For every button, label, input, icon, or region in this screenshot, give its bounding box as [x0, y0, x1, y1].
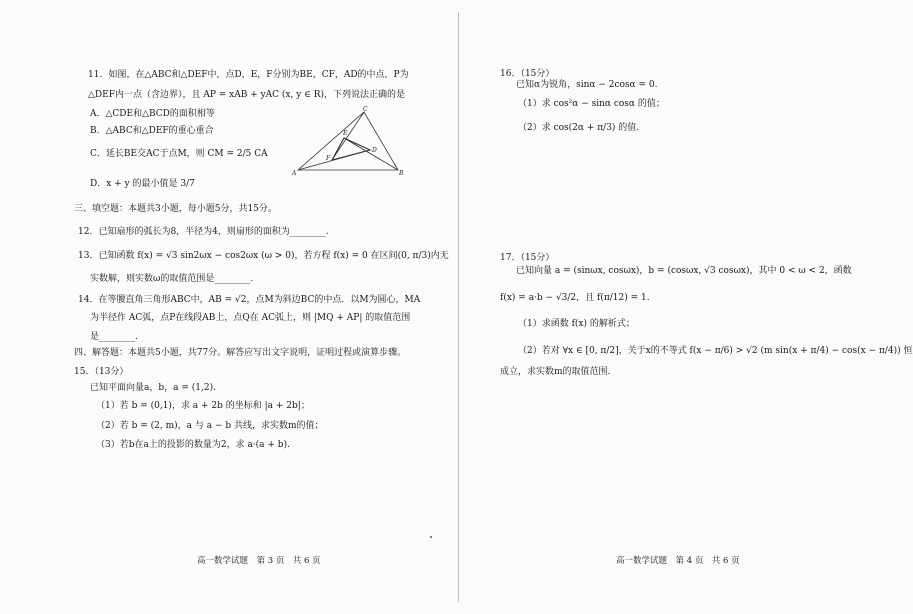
q17-part2-cont: 成立，求实数m的取值范围.	[500, 367, 611, 377]
q16-intro: 已知α为锐角，sinα − 2cosα = 0.	[516, 80, 658, 90]
q15-heading: 15．（13分）	[74, 367, 129, 377]
q11-option-b: B．△ABC和△DEF的重心重合	[90, 126, 214, 136]
point-label-f: F	[326, 155, 331, 162]
q15-part2: （2）若 b = (2, m)，a 与 a − b 共线，求实数m的值；	[96, 421, 324, 431]
page4-footer: 高一数学试题 第 4 页 共 6 页	[616, 556, 740, 566]
q17-part1: （1）求函数 f(x) 的解析式；	[518, 319, 635, 329]
q17-part2: （2）若对 ∀x ∈ [0, π/2]，关于x的不等式 f(x − π/6) > √2 (m sin(x + π/4) − cos(x − π/4)) 恒	[518, 346, 913, 356]
q17-line1: 已知向量 a = (sinωx, cosωx)，b = (cosωx, √3 cosωx)，其中 0 < ω < 2，函数	[516, 266, 852, 276]
exam-page-3	[0, 0, 455, 614]
exam-page-4	[462, 0, 913, 614]
point-label-e: E	[343, 130, 348, 137]
q11-line2: △DEF内一点（含边界），且 AP = xAB + yAC (x, y ∈ R)，下列说法正确的是	[88, 90, 405, 100]
section4-heading: 四、解答题：本题共5小题，共77分。解答应写出文字说明，证明过程或演算步骤。	[74, 348, 407, 358]
vertex-label-b: B	[399, 170, 404, 177]
q12: 12．已知扇形的弧长为8，半径为4，则扇形的面积为________.	[78, 227, 329, 237]
vertex-label-a: A	[292, 170, 297, 177]
q15-intro: 已知平面向量a，b，a = (1,2).	[90, 383, 216, 393]
triangle-figure	[292, 106, 404, 178]
q11-option-c: C．延长BE交AC于点M，则 CM = 2/5 CA	[90, 149, 268, 159]
q17-line2: f(x) = a·b − √3/2，且 f(π/12) = 1.	[500, 293, 650, 303]
q15-part3: （3）若b在a上的投影的数量为2，求 a·(a + b).	[96, 440, 290, 450]
point-label-d: D	[372, 147, 377, 154]
q13-line2: 实数解，则实数ω的取值范围是________.	[90, 274, 254, 284]
q11-option-d: D．x + y 的最小值是 3/7	[90, 179, 195, 189]
q11-line1: 11．如图，在△ABC和△DEF中，点D，E，F分别为BE，CF，AD的中点，P为	[88, 70, 409, 80]
q13-line1: 13．已知函数 f(x) = √3 sin2ωx − cos2ωx (ω > 0)，若方程 f(x) = 0 在区间(0, π/3)内无	[78, 251, 449, 261]
page-fold-divider	[458, 12, 459, 602]
section3-heading: 三、填空题：本题共3小题，每小题5分，共15分。	[74, 204, 277, 214]
q14-line2: 为半径作 AC弧，点P在线段AB上，点Q在 AC弧上，则 |MQ + AP| 的取值范围	[90, 313, 411, 323]
q17-heading: 17．（15分）	[500, 253, 555, 263]
q16-heading: 16．（15分）	[500, 69, 555, 79]
page3-footer: 高一数学试题 第 3 页 共 6 页	[197, 556, 321, 566]
q11-option-a: A．△CDE和△BCD的面积相等	[90, 109, 215, 119]
vertex-label-c: C	[363, 106, 368, 113]
q14-line1: 14．在等腰直角三角形ABC中，AB = √2，点M为斜边BC的中点．以M为圆心，MA	[78, 295, 421, 305]
q16-part1: （1）求 cos²α − sinα cosα 的值；	[518, 99, 665, 109]
q15-part1: （1）若 b = (0,1)，求 a + 2b 的坐标和 |a + 2b|；	[96, 401, 310, 411]
q16-part2: （2）求 cos(2α + π/3) 的值.	[518, 123, 640, 133]
q14-line3: 是________.	[90, 332, 138, 342]
